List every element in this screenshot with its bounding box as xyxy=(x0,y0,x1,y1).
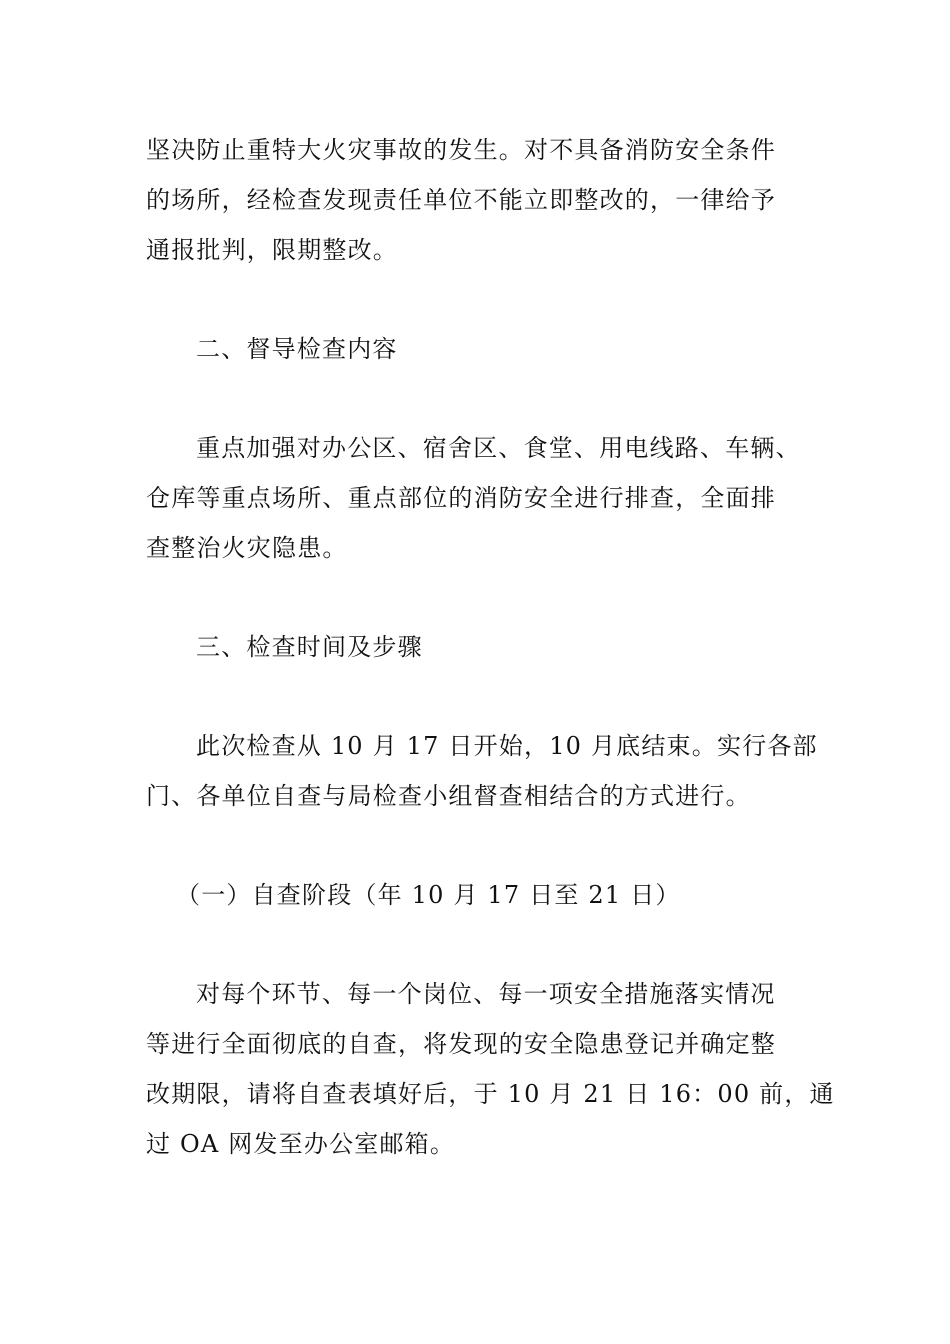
paragraph-3-line-1: 此次检查从 10 月 17 日开始，10 月底结束。实行各部 xyxy=(196,732,818,760)
section-heading-3: 三、检查时间及步骤 xyxy=(196,633,423,661)
paragraph-2-line-2: 仓库等重点场所、重点部位的消防安全进行排查，全面排 xyxy=(146,484,776,512)
paragraph-1-line-3: 通报批判，限期整改。 xyxy=(146,236,398,264)
paragraph-2-line-3: 查整治火灾隐患。 xyxy=(146,534,348,562)
paragraph-2-line-1: 重点加强对办公区、宿舍区、食堂、用电线路、车辆、 xyxy=(196,434,801,462)
paragraph-4-line-1: 对每个环节、每一个岗位、每一项安全措施落实情况 xyxy=(196,980,776,1008)
paragraph-4-line-4: 过 OA 网发至办公室邮箱。 xyxy=(146,1130,456,1158)
paragraph-4-line-3: 改期限，请将自查表填好后，于 10 月 21 日 16：00 前，通 xyxy=(146,1080,835,1108)
paragraph-4-line-2: 等进行全面彻底的自查，将发现的安全隐患登记并确定整 xyxy=(146,1030,776,1058)
paragraph-3-line-2: 门、各单位自查与局检查小组督查相结合的方式进行。 xyxy=(146,782,751,810)
paragraph-1-line-1: 坚决防止重特大火灾事故的发生。对不具备消防安全条件 xyxy=(146,136,776,164)
section-heading-2: 二、督导检查内容 xyxy=(196,335,398,363)
paragraph-1-line-2: 的场所，经检查发现责任单位不能立即整改的，一律给予 xyxy=(146,186,776,214)
subheading-self-check: （一）自查阶段（年 10 月 17 日至 21 日） xyxy=(176,881,681,909)
